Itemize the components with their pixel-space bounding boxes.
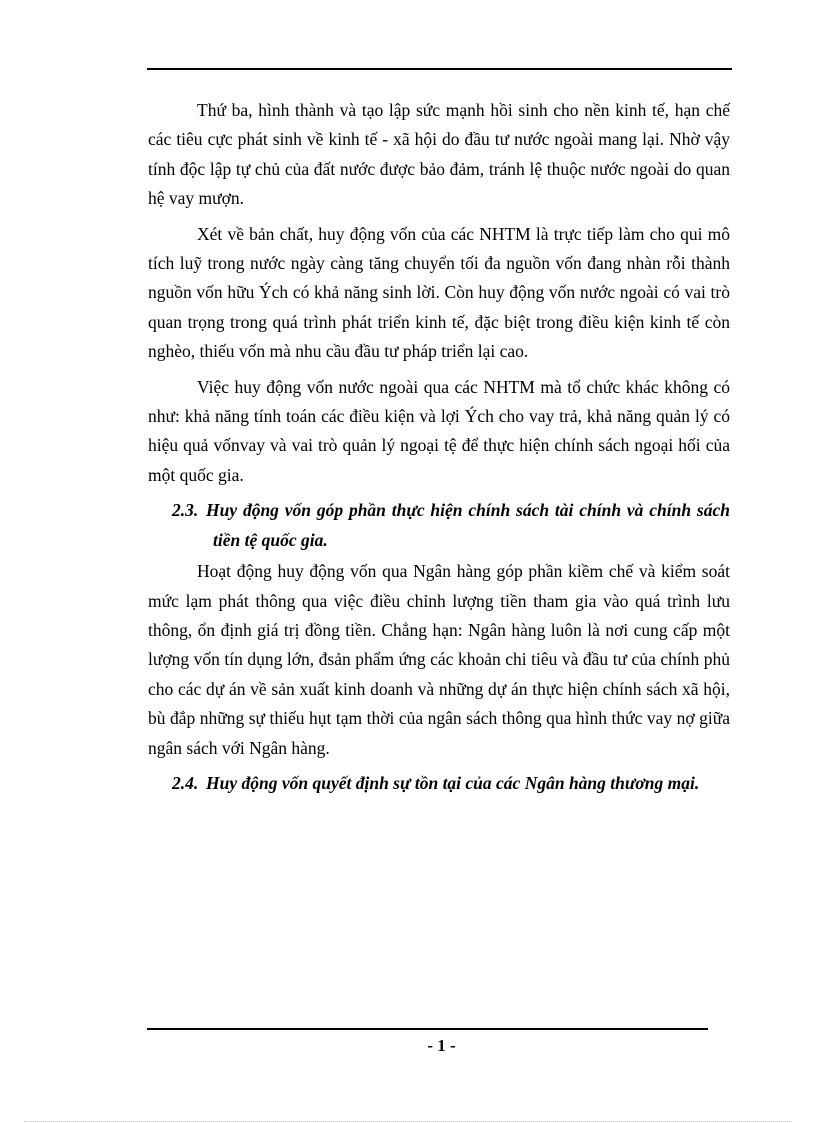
section-number: 2.3.: [172, 500, 199, 521]
section-number: 2.4.: [172, 772, 199, 793]
section-heading-2-3: [148, 496, 730, 555]
paragraph: Việc huy động vốn nước ngoài qua các NHTM mà tổ chức khác không có như: khả năng tính toán các điều kiện và lợi Ých cho vay trả, khả năng quản lý có hiệu quả vốnvay và vai trò quản lý ngoại tệ để thực hiện chính sách ngoại hối của một quốc gia.: [148, 376, 730, 485]
header-rule: [147, 68, 732, 70]
page-number: - 1 -: [427, 1036, 456, 1055]
paragraph: Xét về bản chất, huy động vốn của các NHTM là trực tiếp làm cho qui mô tích luỹ trong nước ngày càng tăng chuyển tối đa nguồn vốn đang nhàn rỗi thành nguồn vốn hữu Ých có khả năng sinh lời. Còn huy động vốn nước ngoài có vai trò quan trọng trong quá trình phát triển kinh tế, đặc biệt trong điều kiện kinh tế còn nghèo, thiếu vốn mà nhu cầu đầu tư pháp triển lại cao.: [148, 223, 730, 362]
footer-rule: [147, 1028, 708, 1030]
page-body: [148, 96, 730, 800]
section-title: Huy động vốn quyết định sự tồn tại của các Ngân hàng thương mại.: [206, 772, 700, 793]
section-heading-2-4: [148, 769, 730, 798]
page-boundary: [24, 1121, 792, 1122]
paragraph: Hoạt động huy động vốn qua Ngân hàng góp phần kiềm chế và kiểm soát mức lạm phát thông qua việc điều chỉnh lượng tiền tham gia vào quá trình lưu thông, ổn định giá trị đồng tiền. Chẳng hạn: Ngân hàng luôn là nơi cung cấp một lượng vốn tín dụng lớn, đsản phẩm ứng các khoản chi tiêu và đầu tư của chính phủ cho các dự án về sản xuất kinh doanh và những dự án thực hiện chính sách xã hội, bù đắp những sự thiếu hụt tạm thời của ngân sách thông qua hình thức vay nợ giữa ngân sách với Ngân hàng.: [148, 561, 730, 758]
paragraph: Thứ ba, hình thành và tạo lập sức mạnh hồi sinh cho nền kinh tế, hạn chế các tiêu cực phát sinh về kinh tế - xã hội do đầu tư nước ngoài mang lại. Nhờ vậy tính độc lập tự chủ của đất nước được bảo đảm, tránh lệ thuộc nước ngoài do quan hệ vay mượn.: [148, 100, 730, 209]
section-title: Huy động vốn góp phần thực hiện chính sách tài chính và chính sách tiền tệ quốc gia.: [206, 500, 730, 550]
